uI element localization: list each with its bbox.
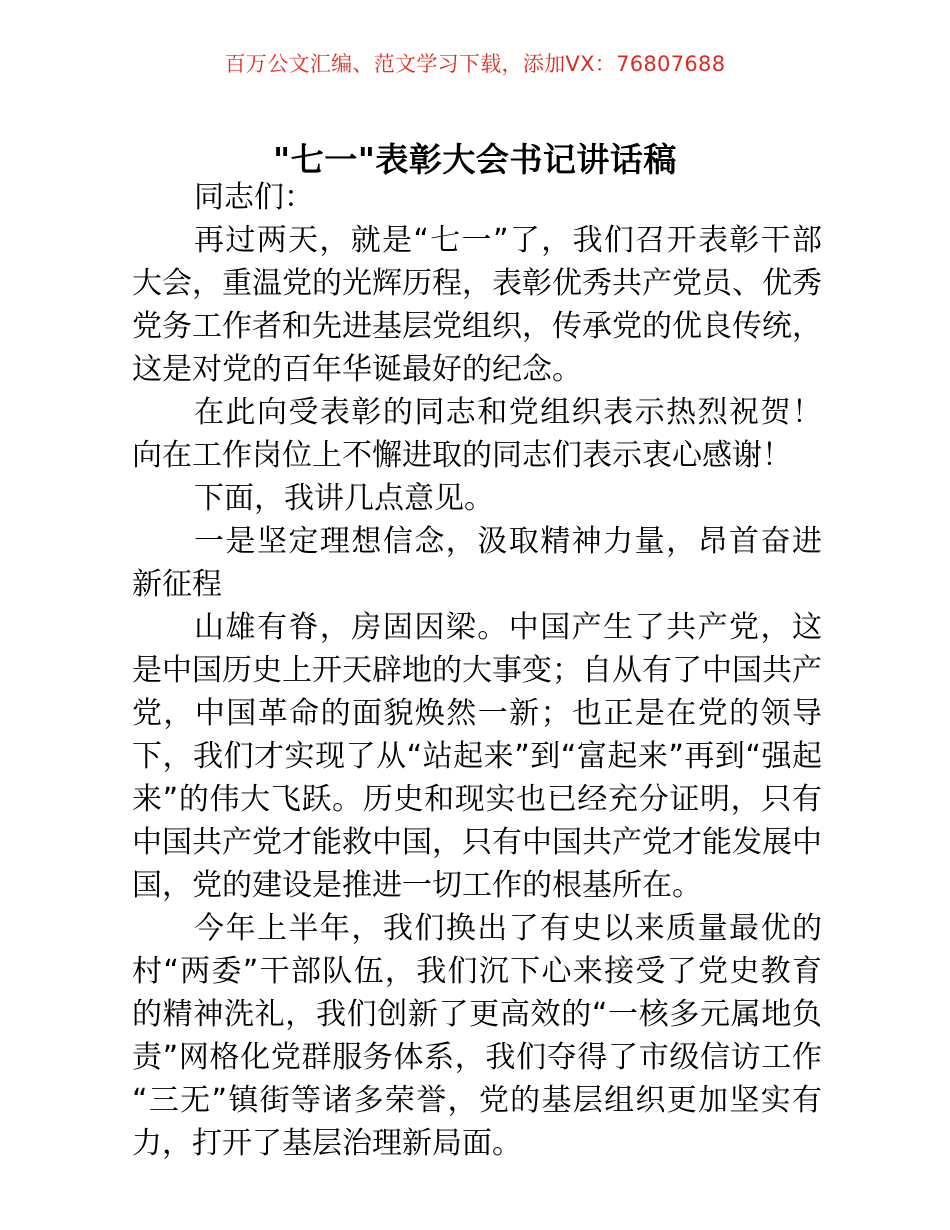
paragraph-transition: 下面，我讲几点意见。: [194, 481, 494, 516]
paragraph-section-one-body: 山雄有脊，房固因梁。中国产生了共产党，这是中国历史上开天辟地的大事变；自从有了中国共产党，中国革命的面貌焕然一新；也正是在党的领导下，我们才实现了从“站起来”到“富起来”再到“强起来”的伟大飞跃。历史和现实也已经充分证明，只有中国共产党才能救中国，只有中国共产党才能发展中国，党的建设是推进一切工作的根基所在。: [132, 610, 822, 903]
paragraph-congratulations: 在此向受表彰的同志和党组织表示热烈祝贺！向在工作岗位上不懈进取的同志们表示衷心感谢！: [132, 395, 822, 473]
paragraph-opening: 再过两天，就是“七一”了，我们召开表彰干部大会，重温党的光辉历程，表彰优秀共产党员、优秀党务工作者和先进基层党组织，传承党的优良传统，这是对党的百年华诞最好的纪念。: [132, 223, 822, 387]
promo-header-banner: 百万公文汇编、范文学习下载，添加VX：76807688: [224, 52, 726, 76]
paragraph-section-one-achievements: 今年上半年，我们换出了有史以来质量最优的村“两委”干部队伍，我们沉下心来接受了党史教育的精神洗礼，我们创新了更高效的“一核多元属地负责”网格化党群服务体系，我们夺得了市级信访工作“三无”镇街等诸多荣誉，党的基层组织更加坚实有力，打开了基层治理新局面。: [132, 911, 822, 1161]
document-body: [132, 176, 822, 1165]
page-title: "七一"表彰大会书记讲话稿: [273, 140, 677, 180]
paragraph-salutation: 同志们：: [194, 180, 314, 215]
section-one-heading: 一是坚定理想信念，汲取精神力量，昂首奋进新征程: [132, 524, 822, 602]
